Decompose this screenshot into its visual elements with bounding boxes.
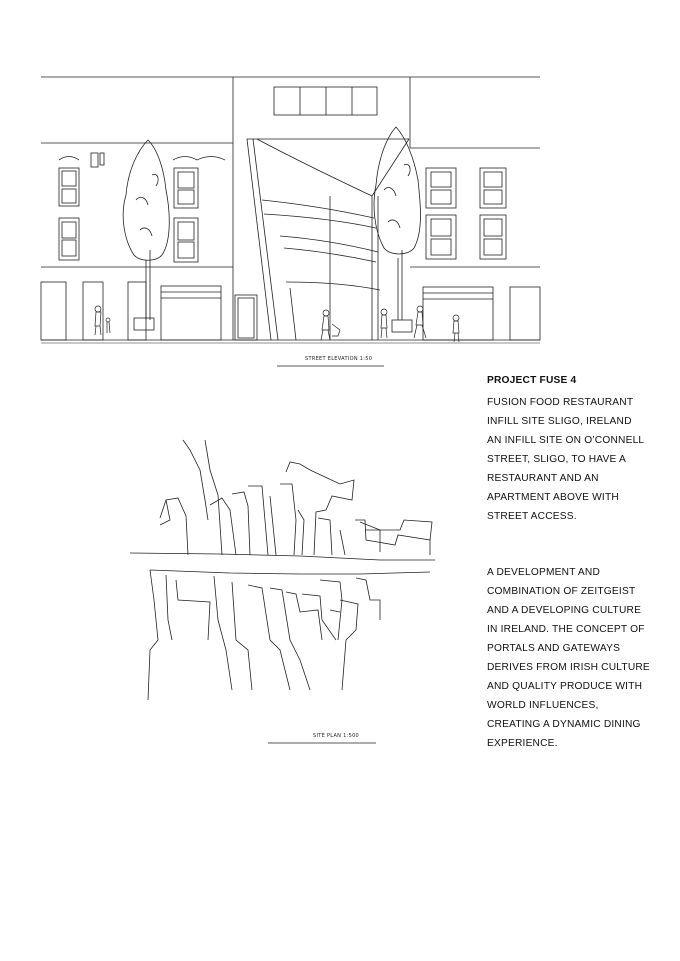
project-title: PROJECT FUSE 4 (487, 375, 577, 386)
paragraph-spacer (487, 526, 667, 563)
project-description-panel (487, 371, 667, 753)
site-plan-caption: SITE PLAN 1:500 (313, 733, 360, 739)
project-subtitle: FUSION FOOD RESTAURANT INFILL SITE SLIGO, IRELAND (487, 397, 634, 427)
project-brief-paragraph: AN INFILL SITE ON O’CONNELL STREET, SLIGO, TO HAVE A RESTAURANT AND AN APARTMENT ABOVE WITH STREET ACCESS. (487, 435, 645, 522)
project-concept-paragraph: A DEVELOPMENT AND COMBINATION OF ZEITGEIST AND A DEVELOPING CULTURE IN IRELAND. THE CONCEPT OF PORTALS AND GATEWAYS DERIVES FROM IRISH CULTURE AND QUALITY PRODUCE WITH WORLD INFLUENCES, CREATING A DYNAMIC DINING EXPERIENCE. (487, 567, 650, 749)
street-elevation-caption: STREET ELEVATION 1:50 (305, 356, 373, 362)
